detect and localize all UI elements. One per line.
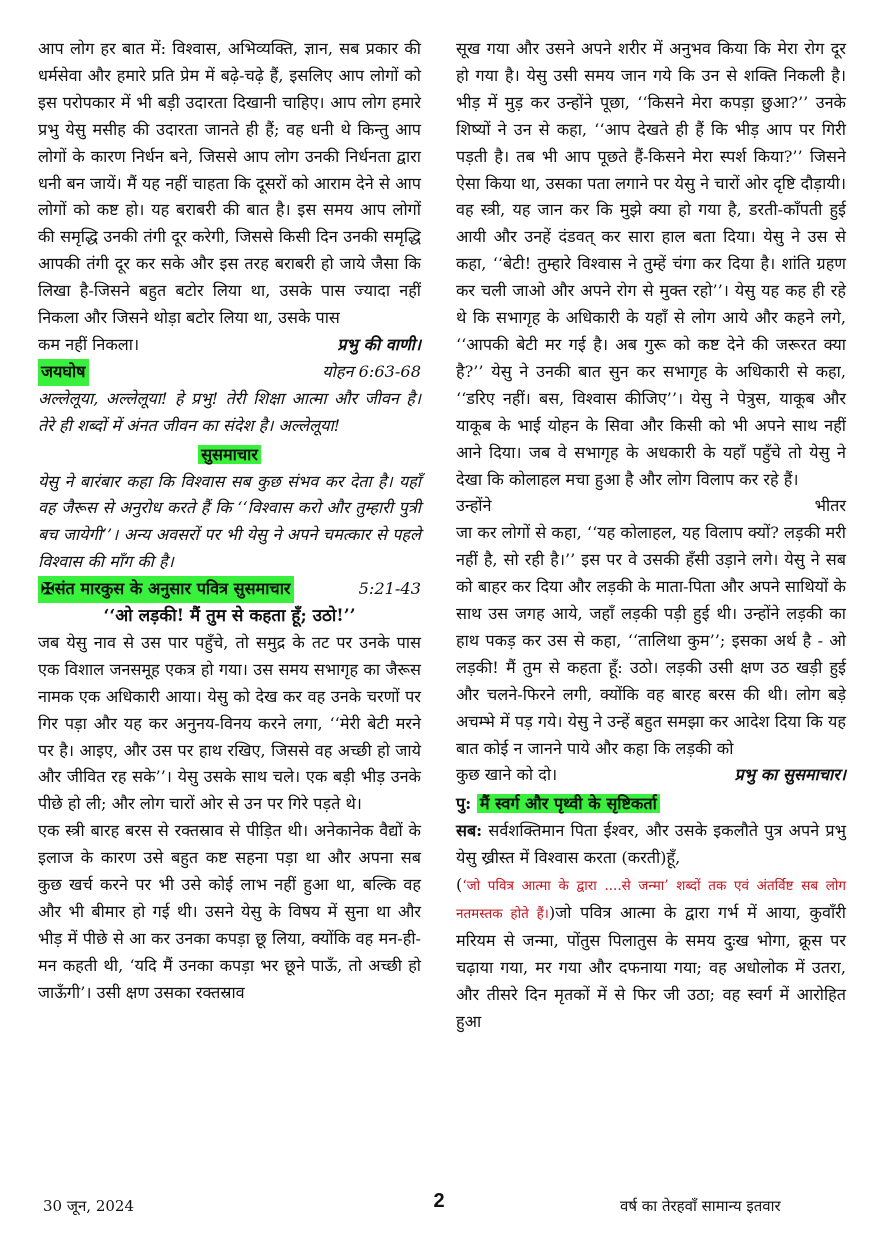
gospel-heading-text: संत मारकुस के अनुसार पवित्र सुसमाचार xyxy=(54,579,291,599)
footer-date: 30 जून, 2024 xyxy=(43,1197,135,1215)
gospel-ref: 5:21-43 xyxy=(358,579,421,599)
creed-heading: मैं स्वर्ग और पृथ्वी के सृष्टिकर्ता xyxy=(477,794,660,813)
footer-occasion: वर्ष का तेरहवाँ सामान्य इतवार xyxy=(620,1197,781,1215)
left-column xyxy=(38,36,421,1007)
gospel-closing-row xyxy=(456,762,846,789)
creed-note: ‘जो पवित्र आत्मा के द्वारा ....से जन्मा’ शब्दों तक एवं अंतर्विष्ट सब लोग नतमस्तक होते हैं। xyxy=(456,878,846,922)
creed-all-label: सब: xyxy=(456,821,483,841)
creed-text xyxy=(456,818,846,872)
creed-text-2: )जो पवित्र आत्मा के द्वारा गर्भ में आया, कुवाँरी मरियम से जन्मा, पोंतुस पिलातुस के समय दुःख भोगा, क्रूस पर चढ़ाया गया, मर गया और दफनाया गया; वह अधोलोक में उतरा, और तीसरे दिन मृतकों में से फिर जी उठा; वह स्वर्ग में आरोहित हुआ xyxy=(456,903,846,1031)
page-number: 2 xyxy=(433,1190,445,1212)
gospel-label: सुसमाचार xyxy=(198,445,261,464)
reading-closing: प्रभु की वाणी। xyxy=(337,334,421,354)
gospel-paragraph-1: जब येसु नाव से उस पार पहुँचे, तो समुद्र के तट पर उनके पास एक विशाल जनसमूह एकत्र हो गया। उस समय सभागृह का जैरूस नामक एक अधिकारी आया। येसु को देख कर वह उनके चरणों पर गिर पड़ा और यह कर अनुनय-विनय करने लगा, ‘‘मेरी बेटी मरने पर है। आइए, और उस पर हाथ रखिए, जिससे वह अच्छी हो जाये और जीवित रह सके’’। येसु उसके साथ चले। एक बड़ी भीड़ उनके पीछे हो ली; और लोग चारों ओर से उन पर गिरे पड़ते थे। xyxy=(38,632,421,814)
split-line-start: उन्होंने xyxy=(456,496,492,516)
gospel-title: ‘‘ओ लड़की! मैं तुम से कहता हूँ; उठो!’’ xyxy=(103,606,356,627)
gospel-paragraph-2: एक स्त्री बारह बरस से रक्तस्राव से पीड़ित थी। अनेकानेक वैद्यों के इलाज के कारण उसे बहुत कष्ट सहना पड़ा था और अपना सब कुछ खर्च करने पर भी उसे कोई लाभ नहीं हुआ था, बल्कि वह और भी बीमार हो गई थी। उसने येसु के विषय में सुना था और भीड़ में पीछे से आ कर उनका कपड़ा छू लिया, क्योंकि वह मन-ही-मन कहती थी, ‘यदि मैं उनका कपड़ा भर छूने पाऊँ, तो अच्छी हो जाऊँगी’। उसी क्षण उसका रक्तस्राव xyxy=(38,821,421,1002)
split-line-end: भीतर xyxy=(814,496,846,516)
gospel-last-line: कुछ खाने को दो। xyxy=(456,765,558,785)
acclamation-label: जयघोष xyxy=(38,359,89,386)
creed-heading-row xyxy=(456,791,846,818)
creed-continued xyxy=(456,872,846,1035)
reading-last-line: कम नहीं निकला। xyxy=(38,334,140,354)
acclamation-text: अल्लेलूया, अल्लेलूया! हे प्रभु! तेरी शिक्षा आत्मा और जीवन है। तेरे ही शब्दों में अंनत जीवन का संदेश है। अल्लेलूया! xyxy=(38,388,421,435)
gospel-closing: प्रभु का सुसमाचार। xyxy=(734,765,846,785)
cross-icon: ✠ xyxy=(41,579,55,599)
gospel-label-row xyxy=(38,442,421,469)
gospel-paragraph-4: जा कर लोगों से कहा, ‘‘यह कोलाहल, यह विलाप क्यों? लड़की मरी नहीं है, सो रही है।’’ इस पर वे उसकी हँसी उड़ाने लगे। येसु ने सब को बाहर कर दिया और लड़की के माता-पिता और अपने साथियों के साथ उस जगह आये, जहाँ लड़की पड़ी हुई थी। उन्होंने लड़की का हाथ पकड़ कर उस से कहा, ‘‘तालिथा कुम’’; इसका अर्थ है - ओ लड़की! मैं तुम से कहता हूँ: उठो। लड़की उसी क्षण उठ खड़ी हुई और चलने-फिरने लगी, क्योंकि वह बारह बरस की थी। लोग बड़े अचम्भे में पड़ गये। येसु ने उन्हें बहुत समझा कर आदेश दिया कि यह बात कोई न जानने पाये और कहा कि लड़की को xyxy=(456,523,846,758)
acclamation-heading xyxy=(38,359,421,386)
gospel-paragraph-3: सूख गया और उसने अपने शरीर में अनुभव किया कि मेरा रोग दूर हो गया है। येसु उसी समय जान गये कि उन से शक्ति निकली है। भीड़ में मुड़ कर उन्होंने पूछा, ‘‘किसने मेरा कपड़ा छुआ?’’ उनके शिष्यों ने उन से कहा, ‘‘आप देखते ही हैं कि भीड़ आप पर गिरी पड़ती है। तब भी आप पूछते हैं-किसने मेरा स्पर्श किया?’’ जिसने ऐसा किया था, उसका पता लगाने पर येसु ने चारों ओर दृष्टि दौड़ायी। वह स्त्री, यह जान कर कि मुझे क्या हो गया है, डरती-काँपती हुई आयी और उनहें दंडवत् कर सारा हाल बता दिया। येसु ने उस से कहा, ‘‘बेटी! तुम्हारे विश्वास ने तुम्हें चंगा कर दिया है। शांति ग्रहण कर चली जाओ और अपने रोग से मुक्त रहो’’। येसु यह कह ही रहे थे कि सभागृह के अधिकारी के यहाँ से लोग आये और कहने लगे, ‘‘आपकी बेटी मर गई है। अब गुरू को कष्ट देने की जरूरत क्या है?’’ येसु ने उनकी बात सुन कर सभागृह के अधिकारी से कहा, ‘‘डरिए नहीं। बस, विश्वास कीजिए’’। येसु ने पेत्रुस, याकूब और याकूब के भाई योहन के सिवा और किसी को भी अपने साथ नहीं आने दिया। जब वे सभागृह के अधकारी के यहाँ पहुँचे तो येसु ने देखा कि कोलाहल मचा हुआ है और लोग विलाप कर रहे हैं। xyxy=(456,39,846,489)
creed-text-1: सर्वशक्तिमान पिता ईश्वर, और उसके इकलौते पुत्र अपने प्रभु येसु ख्रीस्त में विश्वास करता (करती)हूँ, xyxy=(456,821,846,868)
gospel-split-line xyxy=(456,493,846,520)
right-column xyxy=(456,36,846,1036)
gospel-heading-row xyxy=(38,576,421,603)
reading-text: आप लोग हर बात में: विश्वास, अभिव्यक्ति, ज्ञान, सब प्रकार की धर्मसेवा और हमारे प्रति प्रेम में बढ़े-चढ़े हैं, इसलिए आप लोगों को इस परोपकार में भी बड़ी उदारता दिखानी चाहिए। आप लोग हमारे प्रभु येसु मसीह की उदारता जानते ही हैं; वह धनी थे किन्तु आप लोगों के कारण निर्धन बने, जिससे आप लोग उनकी निर्धनता द्वारा धनी बन जायें। मैं यह नहीं चाहता कि दूसरों को आराम देने से आप लोगों को कष्ट हो। यह बराबरी की बात है। इस समय आप लोगों की समृद्धि उनकी तंगी दूर करेगी, जिससे किसी दिन उनकी समृद्धि आपकी तंगी दूर कर सके और इस तरह बराबरी हो जाये जैसा कि लिखा है-जिसने बहुत बटोर लिया था, उसके पास ज्यादा नहीं निकला और जिसने थोड़ा बटोर लिया था, उसके पास xyxy=(38,39,421,328)
reading-closing-row xyxy=(38,332,421,359)
creed-paren-open: ( xyxy=(456,875,463,895)
gospel-heading xyxy=(38,576,294,603)
creed-prefix: पु: xyxy=(456,794,472,814)
acclamation-ref: योहन 6:63-68 xyxy=(322,361,421,381)
gospel-summary: येसु ने बारंबार कहा कि विश्वास सब कुछ संभव कर देता है। यहाँ वह जैरूस से अनुरोध करते हैं कि ‘‘विश्वास करो और तुम्हारी पुत्री बच जायेगी’’। अन्य अवसरों पर भी येसु ने अपने चमत्कार से पहले विश्वास की माँग की है। xyxy=(38,471,421,572)
